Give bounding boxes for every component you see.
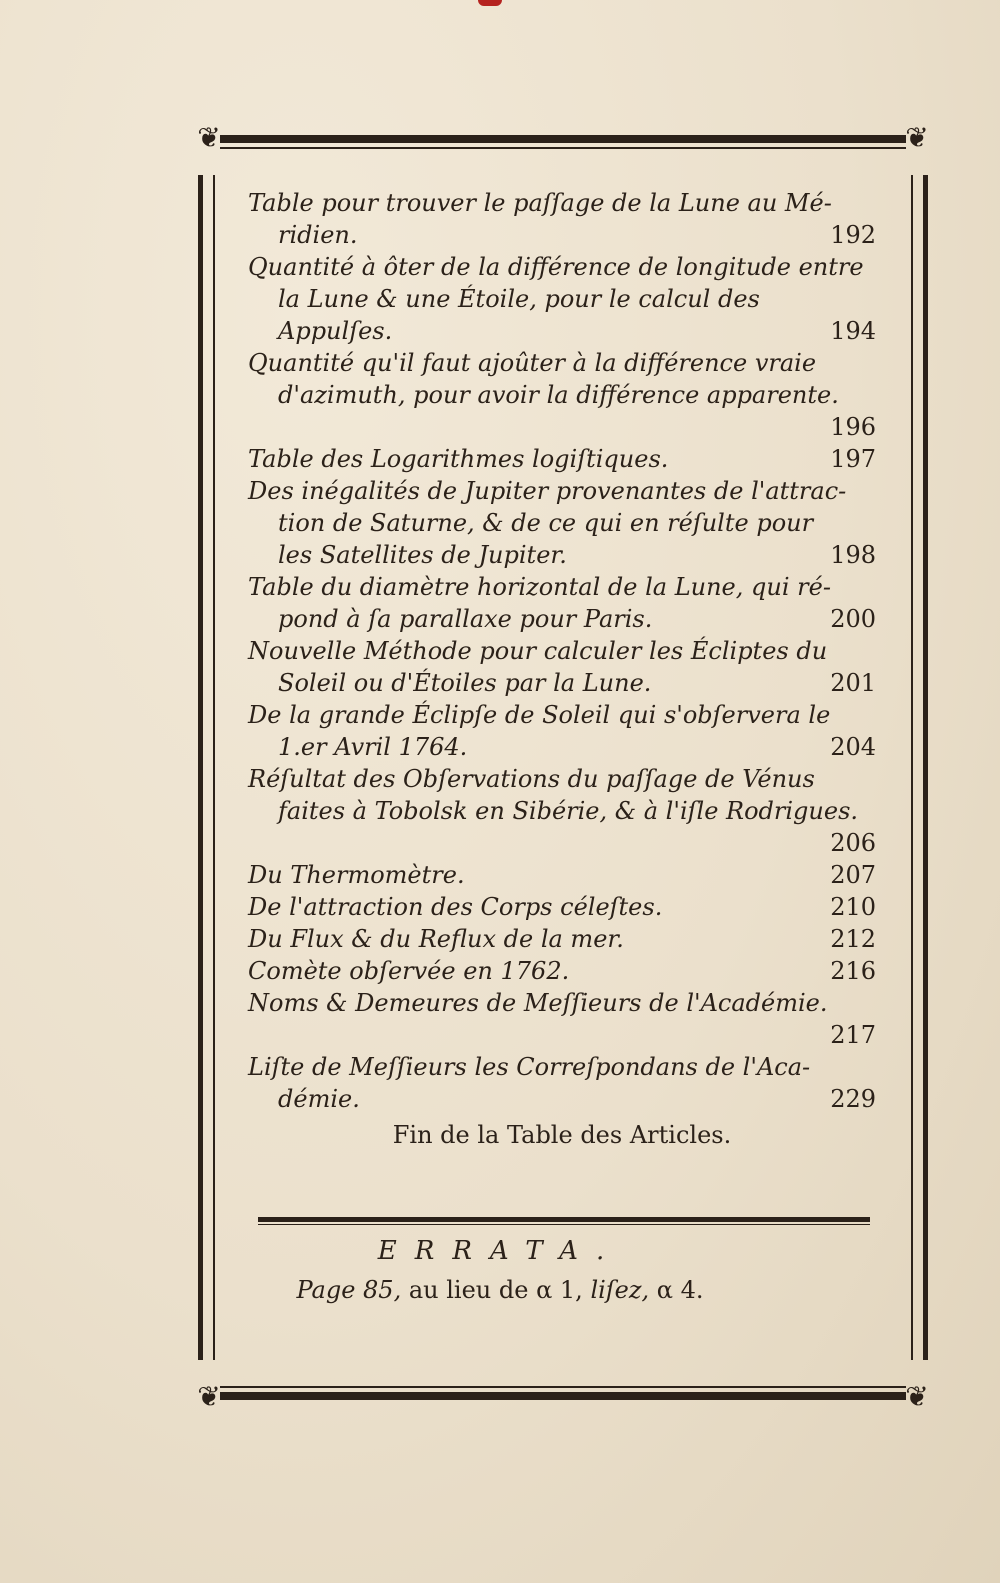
toc-entry [248,1051,876,1115]
page-number: 204 [830,733,876,761]
entry-line: Du Flux & du Reflux de la mer. 212 [248,925,876,953]
errata-title: ERRATA. [377,1236,623,1266]
toc-entry [248,187,876,251]
entry-line: faites à Tobolsk en Sibérie, & à l'iſle Rodrigues. [278,797,859,825]
errata-value: α 4. [649,1276,704,1304]
entry-line: les Satellites de Jupiter. 198 [278,541,876,569]
entry-line: démie. 229 [278,1085,876,1113]
errata-lisez: liſez, [590,1276,650,1304]
entry-line: d'azimuth, pour avoir la différence apparente. [278,381,839,409]
entry-line: Des inégalités de Jupiter provenantes de l'attrac- [248,477,847,505]
page-number: 217 [830,1021,876,1049]
page-number: 206 [830,829,876,857]
errata-page-label: Page 85, [296,1276,402,1304]
red-mark [478,0,502,6]
page-number: 197 [830,445,876,473]
toc-entry [248,251,876,347]
bottom-rule [220,1386,906,1400]
toc-entry [248,955,876,987]
right-border [911,175,928,1360]
entry-line: ridien. 192 [278,221,876,249]
corner-ornament-icon: ❦ [905,121,929,154]
end-of-table-note: Fin de la Table des Articles. [392,1121,732,1149]
page-number: 229 [830,1085,876,1113]
errata-body: au lieu de α 1, [401,1276,591,1304]
toc-entry [248,699,876,763]
left-border [198,175,215,1360]
entry-line: Noms & Demeures de Meſſieurs de l'Académie. [248,989,828,1017]
entry-line: Quantité qu'il faut ajoûter à la différence vraie [248,349,817,377]
corner-ornament-icon: ❦ [905,1380,929,1413]
page-frame [197,121,929,1413]
entry-line: pond à ſa parallaxe pour Paris. 200 [278,605,876,633]
page-number: 200 [830,605,876,633]
page-number: 210 [830,893,876,921]
entry-line: Table pour trouver le paſſage de la Lune au Mé- [248,189,832,217]
entry-line: Liſte de Meſſieurs les Correſpondans de l'Aca- [248,1053,811,1081]
page-number: 216 [830,957,876,985]
toc-entry [248,859,876,891]
page-number: 198 [830,541,876,569]
entry-line: Table du diamètre horizontal de la Lune, qui ré- [248,573,831,601]
toc-entry [248,571,876,635]
toc-entry [248,763,876,859]
entry-line: De l'attraction des Corps céleſtes. 210 [248,893,876,921]
entry-line: 1.er Avril 1764. 204 [278,733,876,761]
top-rule [220,135,906,149]
corner-ornament-icon: ❦ [197,1380,221,1413]
page-number: 192 [830,221,876,249]
entry-line: Appulſes. 194 [278,317,876,345]
entry-line: Comète obſervée en 1762. 216 [248,957,876,985]
entry-line: Du Thermomètre. 207 [248,861,876,889]
entry-line: Nouvelle Méthode pour calculer les Écliptes du [248,637,828,665]
toc-entry [248,443,876,475]
page-number: 201 [830,669,876,697]
toc-entry [248,475,876,571]
entry-line: la Lune & une Étoile, pour le calcul des [278,285,760,313]
entry-line [248,827,876,859]
page-number: 207 [830,861,876,889]
toc-entry [248,347,876,443]
entry-line: De la grande Éclipſe de Soleil qui s'obſervera le [248,701,831,729]
entry-line: tion de Saturne, & de ce qui en réſulte pour [278,509,814,537]
entry-line [248,411,876,443]
toc-entry [248,923,876,955]
toc-entry [248,987,876,1051]
errata-separator [258,1217,870,1225]
entry-line: Soleil ou d'Étoiles par la Lune. 201 [278,669,876,697]
page-number: 212 [830,925,876,953]
errata-text [0,1276,1000,1304]
table-of-contents [248,187,876,1151]
entry-line: Table des Logarithmes logiſtiques. 197 [248,445,876,473]
entry-line: Quantité à ôter de la différence de longitude entre [248,253,864,281]
toc-entry [248,891,876,923]
corner-ornament-icon: ❦ [197,121,221,154]
page-number: 194 [830,317,876,345]
entry-line: Réſultat des Obſervations du paſſage de Vénus [248,765,815,793]
entry-line [248,1019,876,1051]
toc-entry [248,635,876,699]
page-number: 196 [830,413,876,441]
